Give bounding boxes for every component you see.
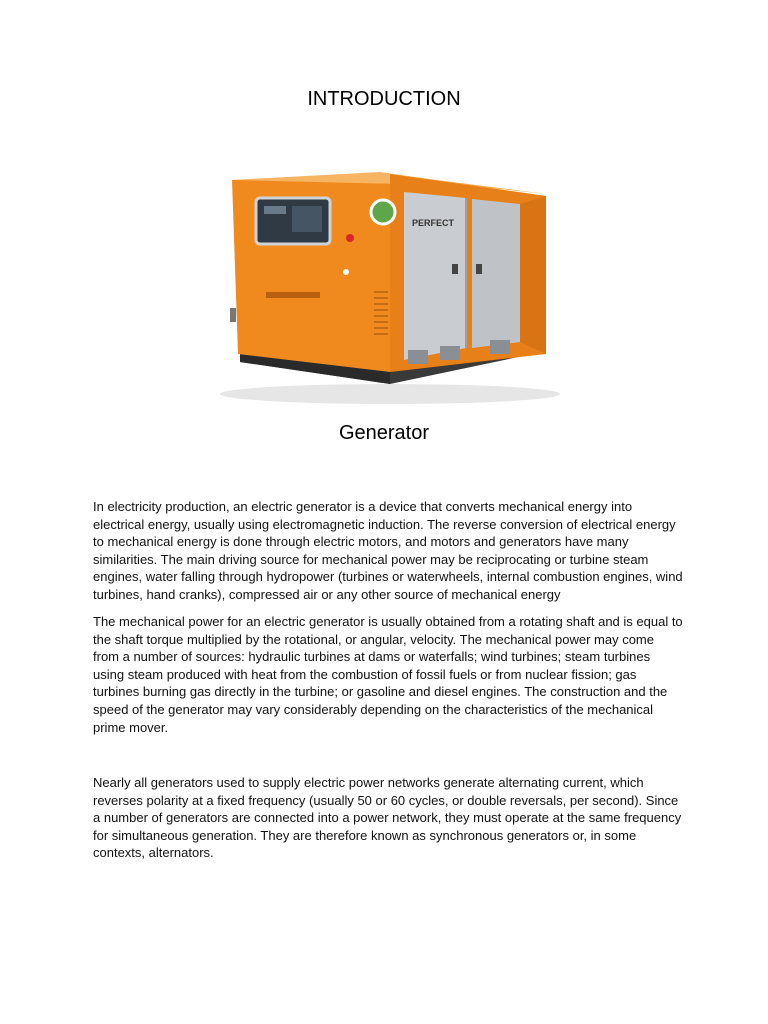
ground-shadow: [220, 384, 560, 404]
door-handle-left: [452, 264, 458, 274]
green-badge: [371, 200, 395, 224]
door-handle-right: [476, 264, 482, 274]
front-logo: [266, 292, 320, 298]
page-title: INTRODUCTION: [307, 88, 461, 110]
generator-image: [190, 122, 578, 412]
paragraph: In electricity production, an electric generator is a device that converts mechanical energy into electrical energy, usually using electromagnetic induction. The reverse conversion of electrical energy to mechanical energy is done through electric motors, and motors and generators have many similarities. The main driving source for mechanical power may be reciprocating or turbine steam engines, water falling through hydropower (turbines or waterwheels, internal combustion engines, wind turbines, hand cranks), compressed air or any other source of mechanical energy: [93, 499, 683, 602]
end-panel: [520, 196, 546, 354]
left-foot: [230, 308, 236, 322]
section-subtitle: Generator: [338, 422, 430, 444]
paragraph: The mechanical power for an electric generator is usually obtained from a rotating shaft and is equal to the shaft torque multiplied by the rotational, or angular, velocity. The mechanical power may come from a number of sources: hydraulic turbines at dams or waterfalls; wind turbines; steam turbines using steam produced with heat from the combustion of fossil fuels or from nuclear fission; gas turbines burning gas directly in the turbine; or gasoline and diesel engines. The construction and the speed of the generator may vary considerably depending on the characteristics of the mechanical prime mover.: [93, 614, 683, 735]
paragraph: Nearly all generators used to supply electric power networks generate alternating current, which reverses polarity at a fixed frequency (usually 50 or 60 cycles, or double reversals, per second). Since a number of generators are connected into a power network, they must operate at the same frequency for simultaneous generation. They are therefore known as synchronous generators or, in some contexts, alternators.: [93, 775, 682, 861]
brand-label: PERFECT: [412, 218, 455, 228]
red-button: [346, 234, 354, 242]
